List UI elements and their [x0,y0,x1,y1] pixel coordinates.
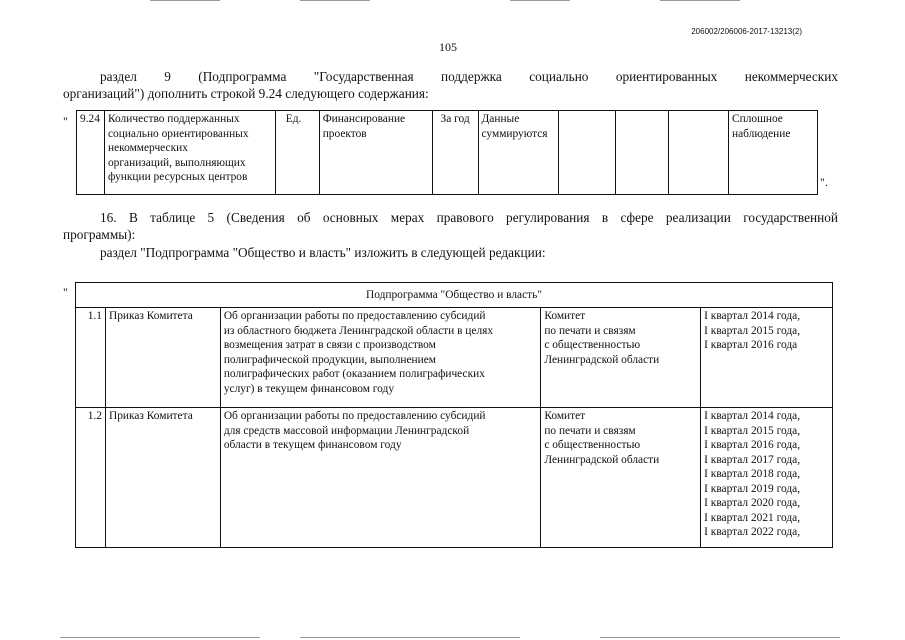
act-content: Об организации работы по предоставлению субсидий для средств массовой информации Ленинградской области в текущем финансовом году [220,408,540,548]
paragraph-1-line-1: раздел 9 (Подпрограмма "Государственная поддержка социально ориентированных некоммерческих [100,69,838,84]
top-edge-line-3 [510,0,570,1]
observation-type: Сплошное наблюдение [729,111,818,195]
table-row [77,111,818,195]
row-number: 9.24 [77,111,105,195]
bottom-edge-line-1 [60,637,260,638]
empty-cell [669,111,729,195]
top-edge-line-1 [150,0,220,1]
responsible-executor: Комитет по печати и связям с общественностью Ленинградской области [541,308,701,408]
indicator-name: Количество поддержанных социально ориентированных некоммерческих организаций, выполняющих функции ресурсных центров [104,111,275,195]
empty-cell [558,111,616,195]
act-content: Об организации работы по предоставлению субсидий из областного бюджета Ленинградской области в целях возмещения затрат в связи с производством полиграфической продукции, выполнением полиграфических работ (оказанием полиграфических услуг) в текущем финансовом году [220,308,540,408]
calculation-method: Данные суммируются [478,111,558,195]
adoption-terms: I квартал 2014 года, I квартал 2015 года, I квартал 2016 года [701,308,833,408]
table-1 [76,110,818,195]
table-1-close-quote: ". [820,175,828,189]
act-type: Приказ Комитета [105,408,220,548]
table-2-open-quote: " [63,285,68,299]
table-row [76,408,833,548]
top-edge-line-2 [300,0,370,1]
row-number: 1.1 [76,308,106,408]
table-2 [75,282,833,548]
table-row [76,308,833,408]
section-title: Подпрограмма "Общество и власть" [76,283,833,308]
period: За год [432,111,478,195]
table-1-open-quote: " [63,114,68,128]
page-number: 105 [439,40,457,54]
act-type: Приказ Комитета [105,308,220,408]
bottom-edge-line-3 [600,637,840,638]
empty-cell [616,111,669,195]
section-header-row [76,283,833,308]
responsible-executor: Комитет по печати и связям с общественностью Ленинградской области [541,408,701,548]
adoption-terms: I квартал 2014 года, I квартал 2015 года, I квартал 2016 года, I квартал 2017 года, I квартал 2018 года, I квартал 2019 года, I квартал 2020 года, I квартал 2021 года, I квартал 2022 года, [701,408,833,548]
paragraph-2-line-2: программы): [63,227,136,242]
paragraph-1-line-2: организаций") дополнить строкой 9.24 следующего содержания: [63,86,429,101]
document-number: 206002/206006-2017-13213(2) [691,27,802,36]
unit: Ед. [275,111,319,195]
indicator-basis: Финансирование проектов [319,111,432,195]
paragraph-2-line-3: раздел "Подпрограмма "Общество и власть" изложить в следующей редакции: [100,245,546,260]
row-number: 1.2 [76,408,106,548]
top-edge-line-4 [660,0,740,1]
bottom-edge-line-2 [300,637,520,638]
paragraph-2-line-1: 16. В таблице 5 (Сведения об основных мерах правового регулирования в сфере реализации государственной [100,210,838,225]
